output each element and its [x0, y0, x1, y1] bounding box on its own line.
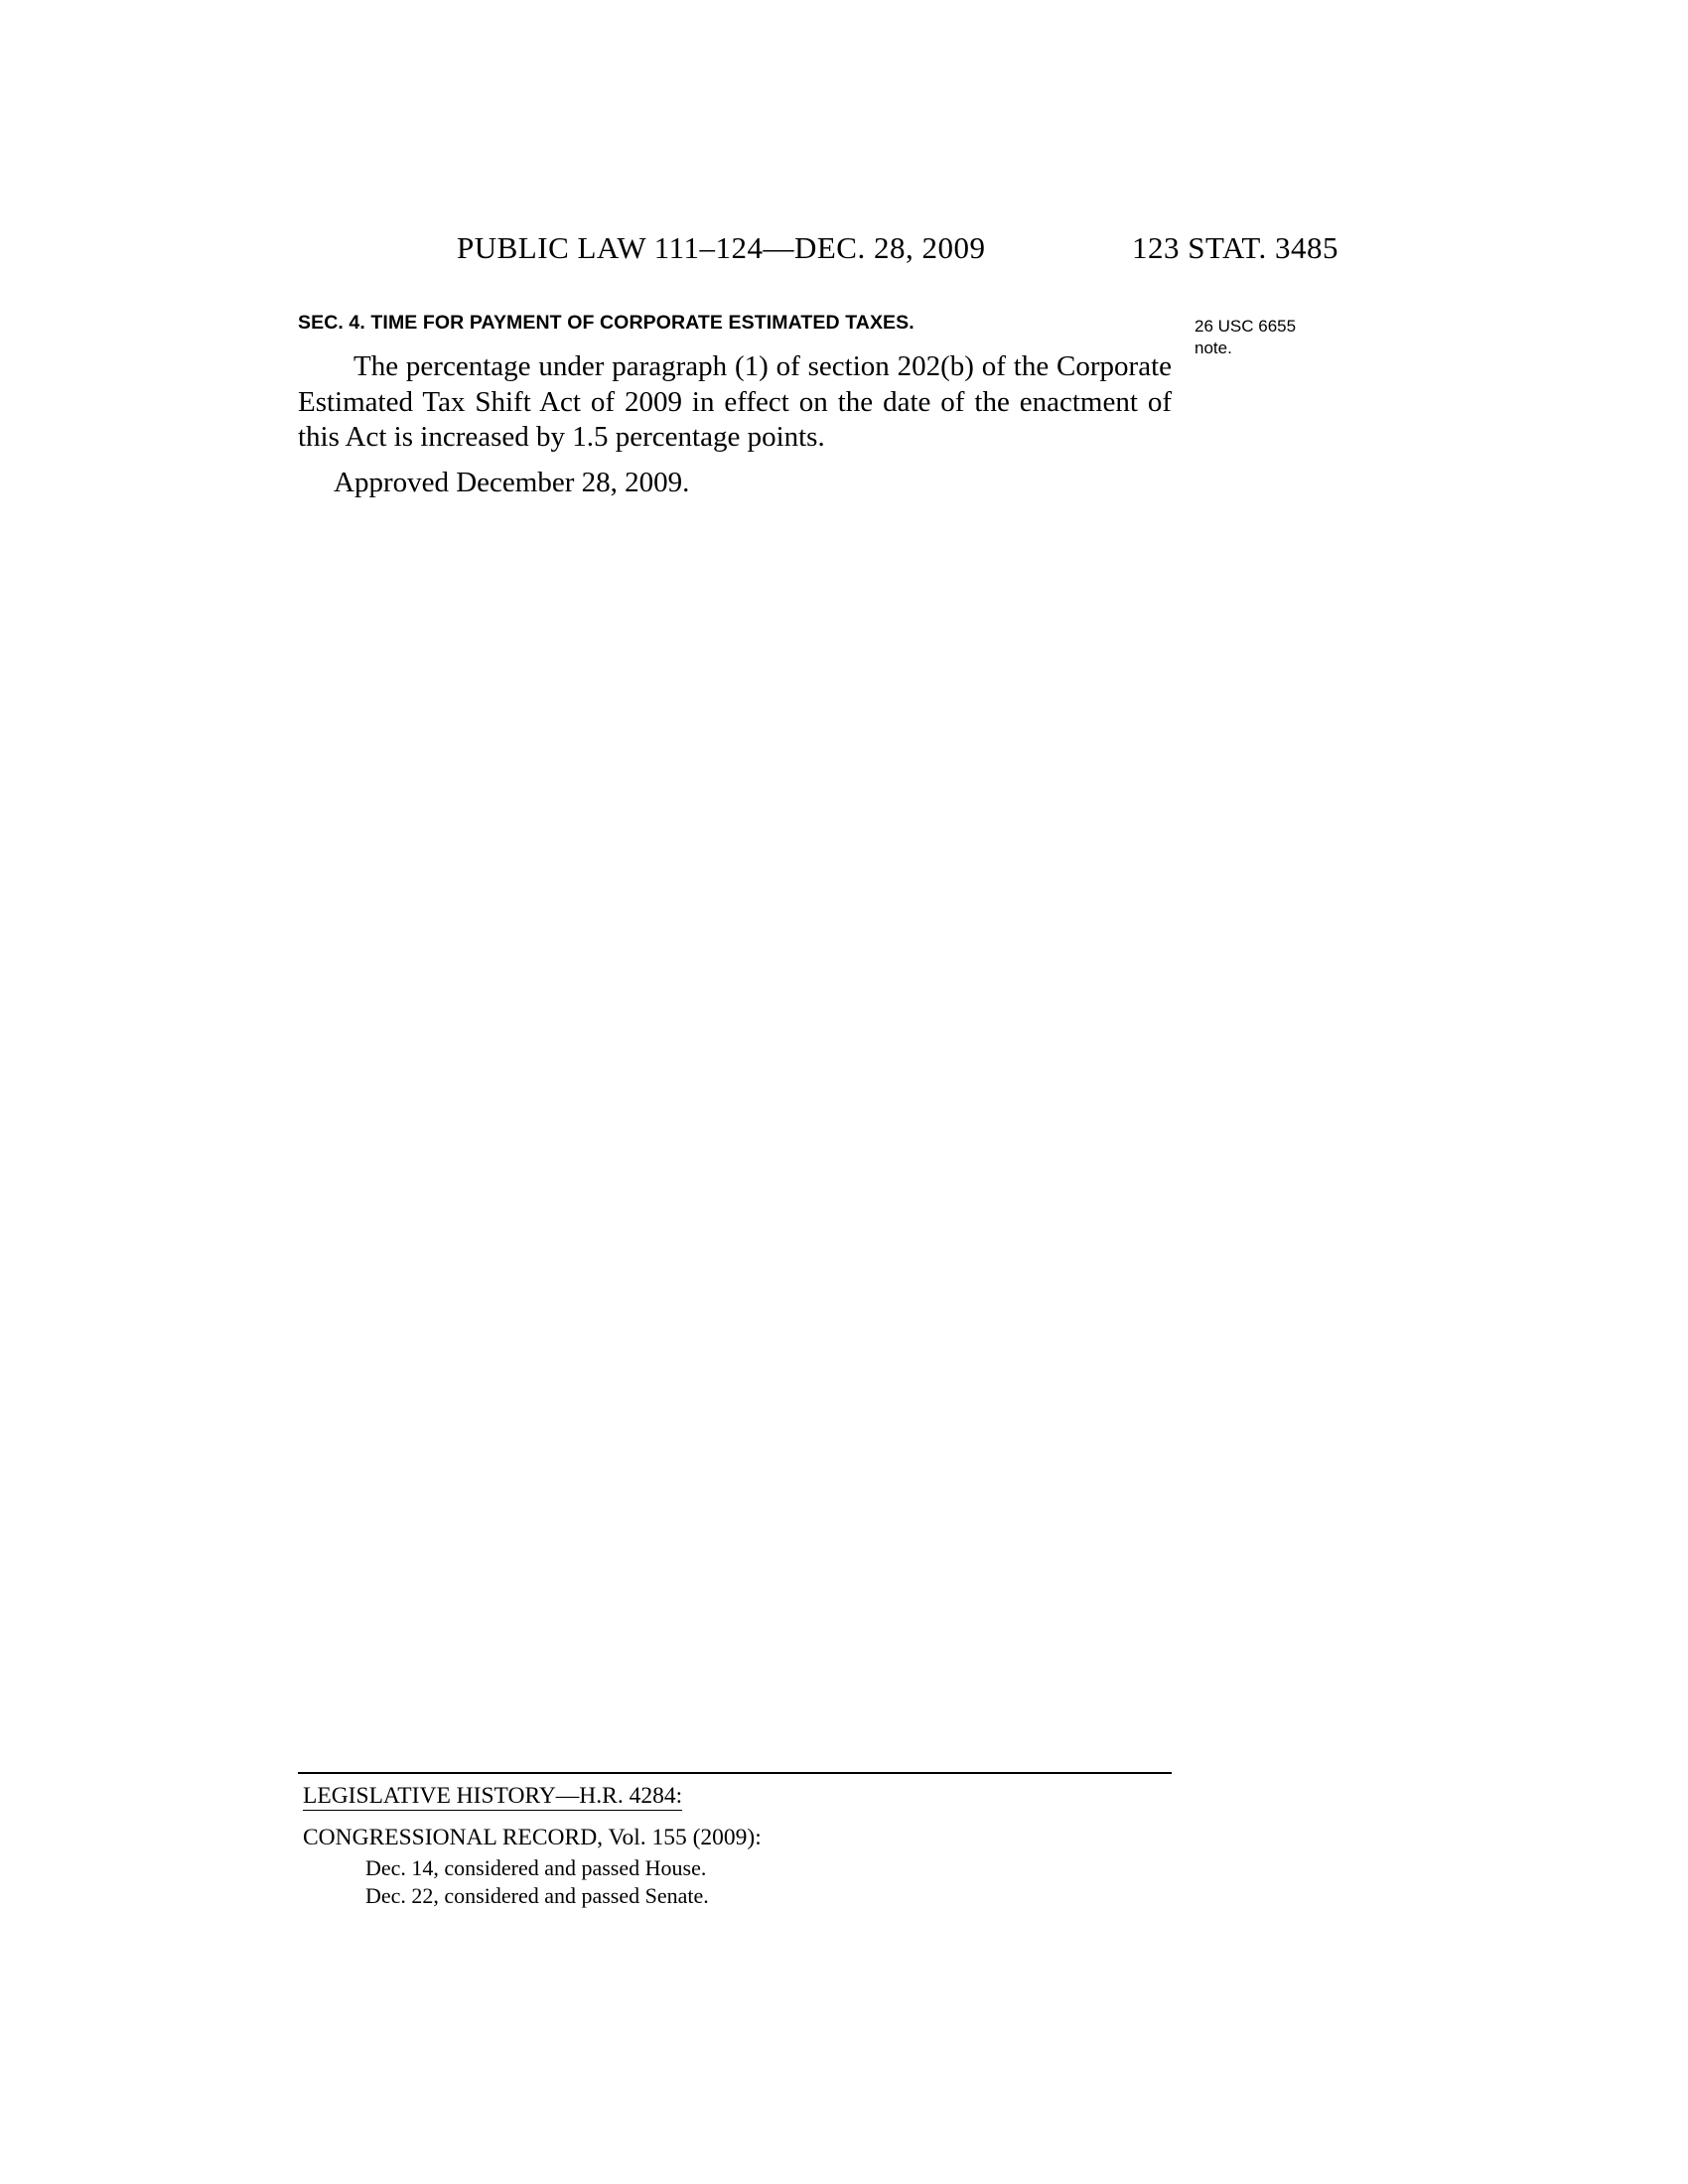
- legislative-history-entries: [365, 1854, 709, 1910]
- margin-note: [1195, 316, 1443, 359]
- approval-line: Approved December 28, 2009.: [334, 467, 690, 498]
- running-head-stat-citation: 123 STAT. 3485: [1132, 230, 1339, 265]
- legislative-history-divider: [298, 1772, 1172, 1774]
- legislative-history-title-text: LEGISLATIVE HISTORY—H.R. 4284:: [303, 1783, 683, 1809]
- margin-note-citation: 26 USC 6655: [1195, 317, 1297, 336]
- running-head: [298, 230, 1390, 270]
- congressional-record-citation: CONGRESSIONAL RECORD, Vol. 155 (2009):: [303, 1825, 762, 1850]
- section-body-paragraph: The percentage under paragraph (1) of section 202(b) of the Corporate Estimated Tax Shift Act of 2009 in effect on the date of the enactment of this Act is increased by 1.5 percentage points.: [298, 350, 1172, 453]
- legislative-history-title: [303, 1783, 682, 1810]
- list-item: Dec. 22, considered and passed Senate.: [365, 1883, 709, 1908]
- section-heading: SEC. 4. TIME FOR PAYMENT OF CORPORATE ESTIMATED TAXES.: [298, 312, 914, 334]
- list-item: Dec. 14, considered and passed House.: [365, 1855, 707, 1880]
- margin-note-qualifier: note.: [1195, 339, 1232, 357]
- running-head-law-citation: PUBLIC LAW 111–124—DEC. 28, 2009: [457, 230, 986, 265]
